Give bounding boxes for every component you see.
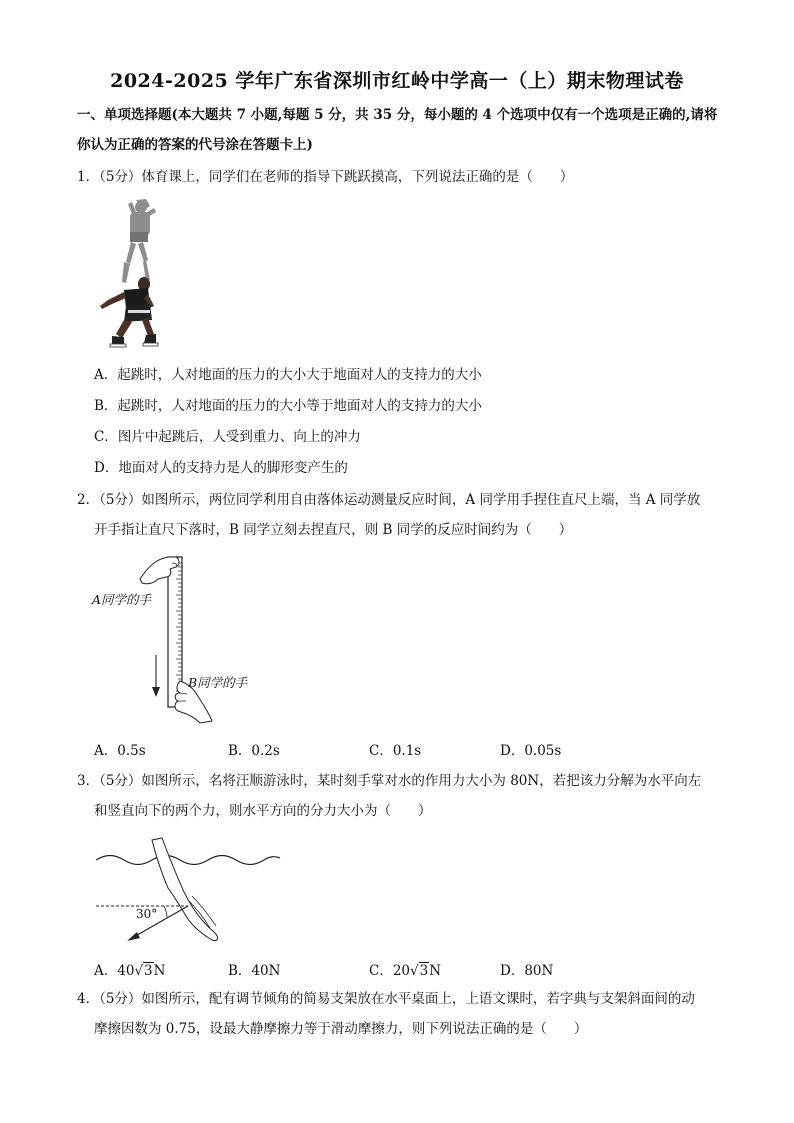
option-c-radicand: 3: [419, 963, 429, 979]
page-title: 2024-2025 学年广东省深圳市红岭中学高一（上）期末物理试卷: [110, 70, 684, 92]
question-3-option-c: [369, 959, 441, 979]
question-3-option-b: [228, 959, 280, 979]
option-c-text: C．20: [369, 963, 411, 979]
b-hand-label: B同学的手: [188, 675, 248, 690]
question-1-option-b: B．起跳时，人对地面的压力的大小等于地面对人的支持力的大小: [94, 398, 482, 414]
option-d-text: D．80N: [500, 963, 554, 979]
option-a-radicand: 3: [144, 963, 153, 979]
option-a-unit: N: [153, 963, 166, 979]
question-3-option-a: [94, 959, 165, 979]
a-hand-label: A同学的手: [92, 592, 152, 607]
question-3-stem-line-1: 3．（5分）如图所示，名将汪顺游泳时，某时刻手掌对水的作用力大小为 80N，若把该力分解为水平向左: [77, 773, 702, 789]
section-heading-line-1: 一、单项选择题(本大题共 7 小题,每题 5 分，共 35 分，每小题的 4 个选项中仅有一个选项是正确的,请将: [77, 107, 718, 123]
question-4-stem-line-2: 摩擦因数为 0.75，设最大静摩擦力等于滑动摩擦力，则下列说法正确的是（ ）: [94, 1021, 588, 1037]
option-b-text: B．40N: [228, 963, 281, 979]
question-1-stem: 1．（5分）体育课上，同学们在老师的指导下跳跃摸高，下列说法正确的是（ ）: [77, 169, 574, 185]
question-2-option-a: A．0.5s: [94, 743, 146, 759]
ruler-figure: [92, 553, 272, 725]
question-1-option-d: D．地面对人的支持力是人的脚形变产生的: [94, 460, 348, 476]
question-3-stem-line-2: 和竖直向下的两个力，则水平方向的分力大小为（ ）: [94, 803, 432, 819]
angle-label: 30°: [136, 907, 158, 921]
force-arrow-head: [127, 932, 140, 941]
section-heading: [77, 100, 722, 160]
question-2-option-b: B．0.2s: [228, 743, 280, 759]
jumper-crouching-icon: [100, 277, 158, 347]
question-2-stem-line-2: 开手指让直尺下落时，B 同学立刻去捏直尺，则 B 同学的反应时间约为（ ）: [94, 522, 573, 538]
question-2-stem-line-1: 2．（5分）如图所示，两位同学利用自由落体运动测量反应时间，A 同学用手捏住直尺上端，当 A 同学放: [77, 492, 701, 508]
jumping-figure: [88, 198, 168, 350]
sqrt-symbol: √3: [134, 963, 153, 979]
section-heading-line-2: 你认为正确的答案的代号涂在答题卡上): [77, 137, 313, 153]
question-4-stem-line-1: 4．（5分）如图所示，配有调节倾角的简易支架放在水平桌面上，上语文课时，若字典与支架斜面间的动: [77, 991, 695, 1007]
question-3-option-d: [500, 959, 553, 979]
option-a-text: A．40: [94, 963, 135, 979]
water-surface: [96, 856, 280, 865]
swimming-hand-figure: [92, 834, 284, 946]
question-2-option-d: D．0.05s: [500, 743, 562, 759]
jumper-airborne-icon: [122, 199, 156, 283]
fall-arrow-head: [152, 687, 160, 697]
option-c-unit: N: [429, 963, 442, 979]
question-1-option-c: C．图片中起跳后，人受到重力、向上的冲力: [94, 429, 361, 445]
question-2-option-c: C．0.1s: [369, 743, 422, 759]
question-1-option-a: A．起跳时，人对地面的压力的大小大于地面对人的支持力的大小: [94, 367, 482, 383]
sqrt-symbol: √3: [410, 963, 429, 979]
